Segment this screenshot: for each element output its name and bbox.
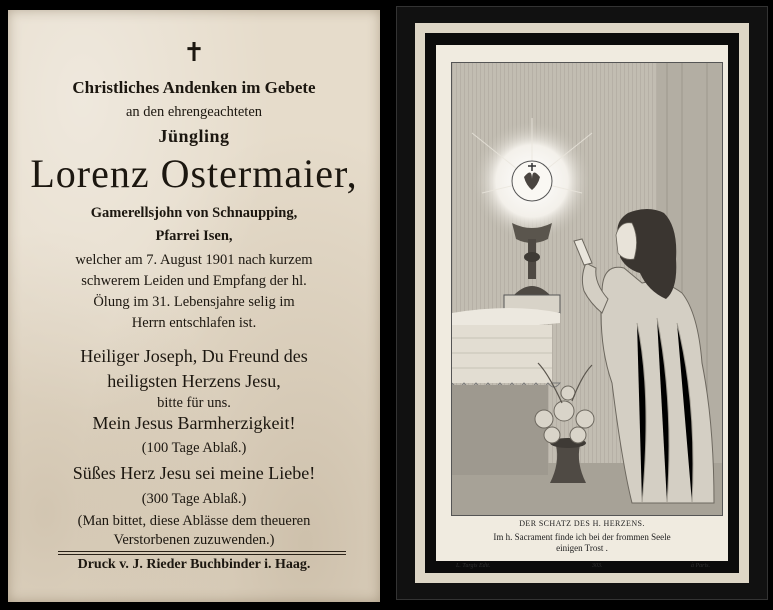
body-line: Herrn entschlafen ist. — [131, 315, 257, 331]
mourning-border — [425, 33, 739, 573]
prayer-line: bitte für uns. — [157, 395, 231, 411]
body-line: schwerem Leiden und Empfang der hl. — [81, 273, 307, 289]
son-of-line: Gamerellsjohn von Schnaupping, — [90, 205, 298, 221]
prayer-line: Süßes Herz Jesu sei meine Liebe! — [72, 463, 316, 483]
memorial-card-text-side — [8, 10, 380, 602]
imprint-publisher: L. Turgis Edit. — [456, 563, 491, 569]
prayer-line: Mein Jesus Barmherzigkeit! — [92, 413, 296, 433]
card-cream-frame — [415, 23, 749, 583]
divider — [58, 554, 346, 555]
imprint-number: 303. — [592, 563, 603, 569]
caption-title: DER SCHATZ DES H. HERZENS. — [519, 519, 645, 528]
note-line: (Man bittet, diese Ablässe dem theueren — [77, 513, 311, 529]
youth-label: Jüngling — [158, 126, 230, 146]
prayer-line: heiligsten Herzens Jesu, — [107, 371, 281, 391]
printer-credit: Druck v. J. Rieder Buchbinder i. Haag. — [77, 557, 311, 572]
engraving-illustration — [452, 63, 722, 515]
cross-icon: ✝ — [183, 38, 205, 68]
caption-line: Im h. Sacrament finde ich bei der frommen Seele — [493, 532, 671, 542]
devotional-engraving — [451, 62, 723, 516]
indulgence-line: (300 Tage Ablaß.) — [141, 491, 247, 507]
body-line: welcher am 7. August 1901 nach kurzem — [75, 252, 313, 268]
imprint-place: à Paris. — [691, 563, 711, 569]
note-line: Verstorbenen zuzuwenden.) — [113, 532, 275, 548]
prayer-line: Heiliger Joseph, Du Freund des — [80, 346, 308, 366]
memorial-card-image-side — [396, 6, 768, 600]
card-title: Christliches Andenken im Gebete — [72, 78, 316, 97]
caption-line: einigen Trost . — [556, 543, 608, 553]
divider — [58, 551, 346, 552]
card-inner-panel — [436, 45, 728, 569]
card-subtitle: an den ehrengeachteten — [125, 104, 263, 120]
deceased-name: Lorenz Ostermaier, — [30, 151, 358, 196]
indulgence-line: (100 Tage Ablaß.) — [141, 440, 247, 456]
body-line: Ölung im 31. Lebensjahre selig im — [93, 294, 295, 310]
parish-line: Pfarrei Isen, — [155, 228, 233, 244]
